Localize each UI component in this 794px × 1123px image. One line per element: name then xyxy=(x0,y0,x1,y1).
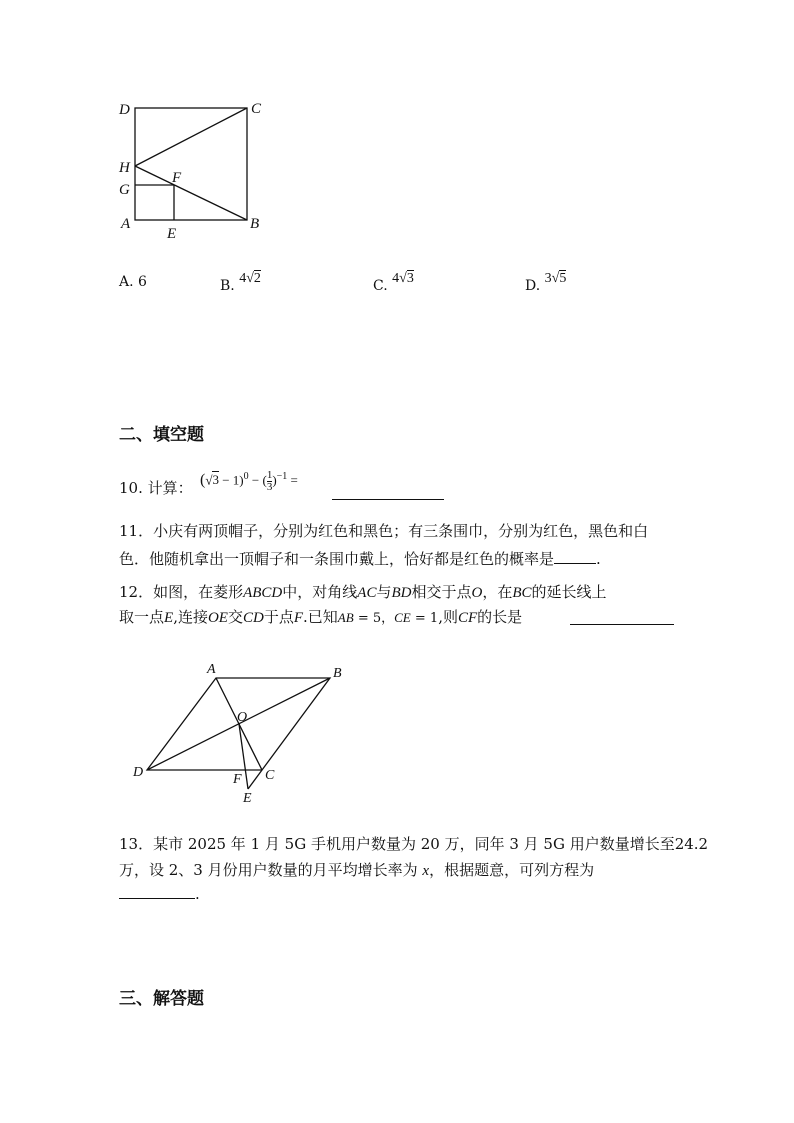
label-o: O xyxy=(237,710,248,725)
option-b: B. 4√2 xyxy=(220,271,261,294)
label-c: C xyxy=(265,768,275,783)
section-title-fill-in: 二、填空题 xyxy=(119,425,204,445)
sqrt-symbol: √ xyxy=(246,271,254,286)
option-d-value: 3√5 xyxy=(544,271,567,286)
label-f: F xyxy=(172,170,182,186)
q12-line1: 12．如图，在菱形ABCD中，对角线AC与BD相交于点O，在BC的延长线上 xyxy=(119,583,607,601)
question-10: 10. 计算： xyxy=(119,479,193,497)
q13-line2: 万，设 2、3 月份用户数量的月平均增长率为 x，根据题意，可列方程为 xyxy=(119,861,595,879)
label-d: D xyxy=(119,102,130,118)
label-d: D xyxy=(133,765,144,780)
sqrt-symbol: √ xyxy=(399,271,407,286)
q13-line3: . xyxy=(119,884,200,904)
segment-hc xyxy=(135,108,247,166)
option-d: D. 3√5 xyxy=(525,271,567,294)
sqrt-symbol: √ xyxy=(551,271,560,286)
label-e: E xyxy=(167,226,177,242)
fraction-one-third: $\frac{1}{3}$ xyxy=(266,469,273,493)
label-a: A xyxy=(207,662,216,677)
section-title-solutions: 三、解答题 xyxy=(119,989,204,1009)
q10-expression: $(√3 - 1)^0$ − ( $\frac{1}{3}$ )$^{-1}$ = xyxy=(200,469,298,493)
q12-line2: 取一点E,连接OE交CD于点F.已知AB = 5，CE = 1,则CF的长是 xyxy=(119,608,523,626)
label-a: A xyxy=(121,216,131,232)
sqrt-symbol: √ xyxy=(205,472,213,488)
label-e: E xyxy=(243,791,252,806)
segment-ce xyxy=(248,770,262,789)
q13-line1: 13．某市 2025 年 1 月 5G 手机用户数量为 20 万，同年 3 月 5G 用户数量增长至24.2 xyxy=(119,835,709,853)
label-b: B xyxy=(250,216,260,232)
label-g: G xyxy=(119,182,130,198)
q11-line1: 11．小庆有两顶帽子，分别为红色和黑色；有三条围巾，分别为红色，黑色和白 xyxy=(119,522,649,540)
segment-hb xyxy=(135,166,247,220)
rhombus-figure xyxy=(125,655,355,810)
label-c: C xyxy=(251,101,262,117)
q10-answer-blank[interactable] xyxy=(332,485,444,500)
label-f: F xyxy=(233,772,242,787)
square-abcd xyxy=(135,108,247,220)
label-b: B xyxy=(333,666,342,681)
option-c: C. 4√3 xyxy=(373,271,414,294)
option-c-value: 4√3 xyxy=(392,271,414,286)
option-b-value: 4√2 xyxy=(239,271,261,286)
label-h: H xyxy=(119,160,130,176)
square-figure xyxy=(110,95,280,245)
q13-answer-blank[interactable] xyxy=(119,884,195,899)
q12-answer-blank[interactable] xyxy=(570,610,674,625)
q11-line2: 色．他随机拿出一顶帽子和一条围巾戴上，恰好都是红色的概率是 . xyxy=(119,550,601,568)
option-a: A. 6 xyxy=(119,274,147,290)
q11-answer-blank[interactable] xyxy=(554,549,596,564)
